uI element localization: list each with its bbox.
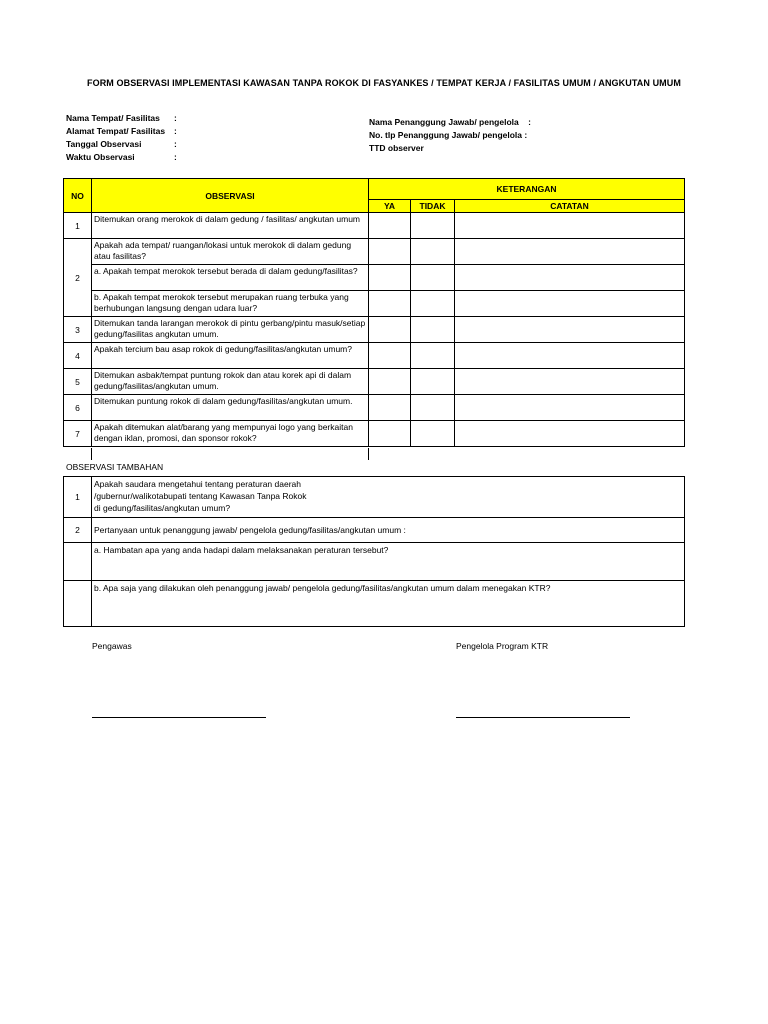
tidak-cell[interactable] bbox=[411, 265, 455, 291]
info-label: TTD observer bbox=[369, 143, 424, 153]
info-row bbox=[66, 138, 177, 151]
row-question: Apakah tercium bau asap rokok di gedung/fasilitas/angkutan umum? bbox=[92, 343, 369, 369]
row-number bbox=[64, 581, 92, 627]
signature-line-pengelola bbox=[456, 717, 630, 718]
additional-observation-table bbox=[63, 476, 685, 627]
table-row bbox=[64, 239, 685, 265]
info-label: Nama Tempat/ Fasilitas bbox=[66, 113, 160, 123]
question-line: /gubernur/walikotabupati tentang Kawasan Tanpa Rokok bbox=[94, 491, 307, 501]
ya-cell[interactable] bbox=[369, 343, 411, 369]
col-no-header: NO bbox=[64, 179, 92, 213]
row-question: Ditemukan orang merokok di dalam gedung / fasilitas/ angkutan umum bbox=[92, 213, 369, 239]
info-label: Nama Penanggung Jawab/ pengelola : bbox=[369, 117, 532, 127]
table-row bbox=[64, 343, 685, 369]
col-keterangan-header: KETERANGAN bbox=[369, 179, 685, 200]
question-line: di gedung/fasilitas/angkutan umum? bbox=[94, 503, 231, 513]
ya-cell[interactable] bbox=[369, 395, 411, 421]
table-header-row bbox=[64, 179, 685, 200]
table-row bbox=[64, 518, 685, 543]
row-question: b. Apakah tempat merokok tersebut merupakan ruang terbuka yang berhubungan langsung dengan udara luar? bbox=[92, 291, 369, 317]
row-number bbox=[64, 543, 92, 581]
ya-cell[interactable] bbox=[369, 265, 411, 291]
ya-cell[interactable] bbox=[369, 317, 411, 343]
col-tidak-header: TIDAK bbox=[411, 200, 455, 213]
info-colon: : bbox=[174, 126, 177, 136]
form-title: FORM OBSERVASI IMPLEMENTASI KAWASAN TANPA ROKOK DI FASYANKES / TEMPAT KERJA / FASILITAS UMUM / ANGKUTAN UMUM bbox=[87, 78, 681, 88]
ya-cell[interactable] bbox=[369, 239, 411, 265]
info-row bbox=[369, 142, 531, 155]
info-colon: : bbox=[174, 139, 177, 149]
table-row bbox=[64, 291, 685, 317]
row-question: Ditemukan asbak/tempat puntung rokok dan atau korek api di dalam gedung/fasilitas/angkutan umum. bbox=[92, 369, 369, 395]
info-colon: : bbox=[174, 113, 177, 123]
row-question: Ditemukan puntung rokok di dalam gedung/fasilitas/angkutan umum. bbox=[92, 395, 369, 421]
catatan-cell[interactable] bbox=[455, 213, 685, 239]
info-label: Tanggal Observasi bbox=[66, 139, 142, 149]
row-question: Ditemukan tanda larangan merokok di pintu gerbang/pintu masuk/setiap gedung/fasilitas angkutan umum. bbox=[92, 317, 369, 343]
tidak-cell[interactable] bbox=[411, 369, 455, 395]
info-right-block bbox=[369, 116, 531, 155]
row-number: 3 bbox=[64, 317, 92, 343]
ya-cell[interactable] bbox=[369, 291, 411, 317]
table-row bbox=[64, 213, 685, 239]
row-question: b. Apa saja yang dilakukan oleh penanggung jawab/ pengelola gedung/fasilitas/angkutan umum dalam menegakan KTR? bbox=[92, 581, 685, 627]
row-number: 4 bbox=[64, 343, 92, 369]
catatan-cell[interactable] bbox=[455, 265, 685, 291]
table-row bbox=[64, 369, 685, 395]
table-row bbox=[64, 543, 685, 581]
ya-cell[interactable] bbox=[369, 369, 411, 395]
row-number: 1 bbox=[64, 213, 92, 239]
table-row bbox=[64, 395, 685, 421]
col-catatan-header: CATATAN bbox=[455, 200, 685, 213]
row-number: 5 bbox=[64, 369, 92, 395]
row-question: a. Hambatan apa yang anda hadapi dalam melaksanakan peraturan tersebut? bbox=[92, 543, 685, 581]
info-label: No. tlp Penanggung Jawab/ pengelola : bbox=[369, 130, 528, 140]
tidak-cell[interactable] bbox=[411, 239, 455, 265]
tidak-cell[interactable] bbox=[411, 395, 455, 421]
observation-table bbox=[63, 178, 685, 447]
info-label: Waktu Observasi bbox=[66, 152, 135, 162]
info-row bbox=[66, 125, 177, 138]
row-number: 7 bbox=[64, 421, 92, 447]
col-ya-header: YA bbox=[369, 200, 411, 213]
table-tail-line bbox=[368, 448, 369, 460]
tidak-cell[interactable] bbox=[411, 343, 455, 369]
row-question: a. Apakah tempat merokok tersebut berada di dalam gedung/fasilitas? bbox=[92, 265, 369, 291]
table-tail-line bbox=[91, 448, 369, 460]
table-row bbox=[64, 581, 685, 627]
catatan-cell[interactable] bbox=[455, 343, 685, 369]
info-left-block bbox=[66, 112, 177, 164]
info-colon: : bbox=[174, 152, 177, 162]
row-number: 2 bbox=[64, 518, 92, 543]
row-question bbox=[92, 477, 685, 518]
tidak-cell[interactable] bbox=[411, 317, 455, 343]
catatan-cell[interactable] bbox=[455, 421, 685, 447]
info-row bbox=[66, 112, 177, 125]
table-row bbox=[64, 421, 685, 447]
info-row bbox=[66, 151, 177, 164]
ya-cell[interactable] bbox=[369, 421, 411, 447]
catatan-cell[interactable] bbox=[455, 239, 685, 265]
ya-cell[interactable] bbox=[369, 213, 411, 239]
info-row bbox=[369, 129, 531, 142]
catatan-cell[interactable] bbox=[455, 369, 685, 395]
tidak-cell[interactable] bbox=[411, 421, 455, 447]
table-row bbox=[64, 317, 685, 343]
signature-label-pengawas: Pengawas bbox=[92, 641, 132, 651]
signature-label-pengelola: Pengelola Program KTR bbox=[456, 641, 549, 651]
row-number: 2 bbox=[64, 239, 92, 317]
col-observasi-header: OBSERVASI bbox=[92, 179, 369, 213]
row-question: Apakah ada tempat/ ruangan/lokasi untuk merokok di dalam gedung atau fasilitas? bbox=[92, 239, 369, 265]
table-row bbox=[64, 265, 685, 291]
section-title: OBSERVASI TAMBAHAN bbox=[66, 462, 164, 472]
question-line: Apakah saudara mengetahui tentang peraturan daerah bbox=[94, 479, 301, 489]
row-number: 6 bbox=[64, 395, 92, 421]
catatan-cell[interactable] bbox=[455, 395, 685, 421]
tidak-cell[interactable] bbox=[411, 213, 455, 239]
table-row bbox=[64, 477, 685, 518]
info-row bbox=[369, 116, 531, 129]
row-question: Pertanyaan untuk penanggung jawab/ pengelola gedung/fasilitas/angkutan umum : bbox=[92, 518, 685, 543]
tidak-cell[interactable] bbox=[411, 291, 455, 317]
row-number: 1 bbox=[64, 477, 92, 518]
catatan-cell[interactable] bbox=[455, 291, 685, 317]
catatan-cell[interactable] bbox=[455, 317, 685, 343]
signature-line-pengawas bbox=[92, 717, 266, 718]
row-question: Apakah ditemukan alat/barang yang mempunyai logo yang berkaitan dengan iklan, promosi, dan sponsor rokok? bbox=[92, 421, 369, 447]
info-label: Alamat Tempat/ Fasilitas bbox=[66, 126, 166, 136]
